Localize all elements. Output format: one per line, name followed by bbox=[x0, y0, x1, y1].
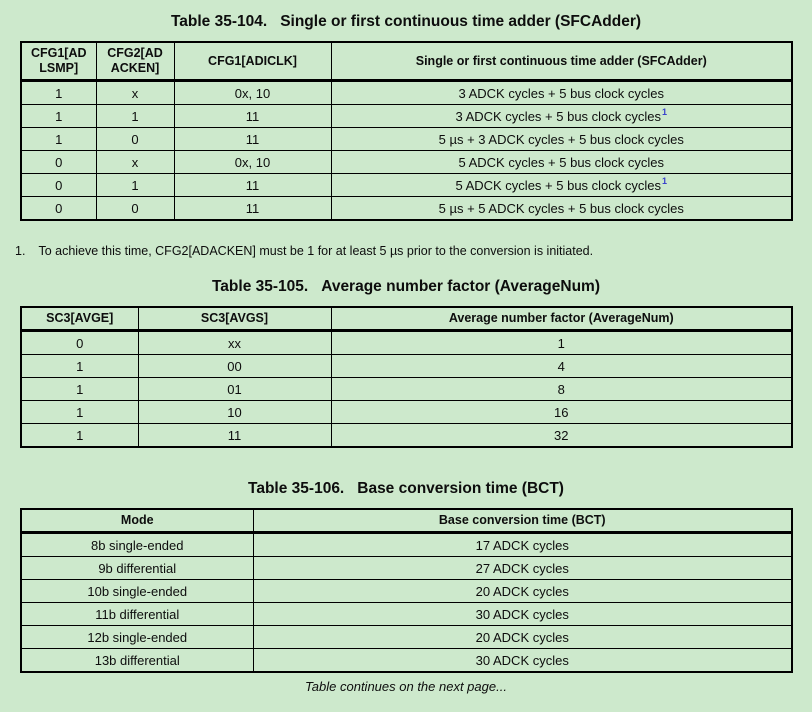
cell: 1 bbox=[21, 378, 138, 401]
cell: 0 bbox=[21, 151, 96, 174]
table-number: Table 35-106. bbox=[248, 480, 345, 497]
header-row bbox=[21, 42, 792, 81]
cell: 1 bbox=[331, 331, 792, 355]
footnote-ref: 1 bbox=[662, 107, 668, 118]
table-bct bbox=[20, 508, 793, 673]
table-row bbox=[21, 649, 792, 673]
cell: 13b differential bbox=[21, 649, 253, 673]
header-row bbox=[21, 307, 792, 331]
table-title: Single or first continuous time adder (SFCAdder) bbox=[280, 13, 642, 30]
cell: 0x, 10 bbox=[174, 151, 331, 174]
cell: 0 bbox=[21, 174, 96, 197]
cell: 5 ADCK cycles + 5 bus clock cycles bbox=[331, 151, 792, 174]
cell: 0 bbox=[21, 197, 96, 221]
cell: 00 bbox=[138, 355, 331, 378]
table-row bbox=[21, 174, 792, 197]
cell: 11 bbox=[174, 105, 331, 128]
cell: 0 bbox=[96, 197, 174, 221]
cell: 1 bbox=[21, 105, 96, 128]
cell: 1 bbox=[21, 355, 138, 378]
table-number: Table 35-104. bbox=[170, 13, 268, 30]
table-row bbox=[21, 151, 792, 174]
table-row bbox=[21, 424, 792, 448]
table-row bbox=[21, 401, 792, 424]
table-row bbox=[21, 105, 792, 128]
cell: 1 bbox=[96, 174, 174, 197]
cell-text: 3 ADCK cycles + 5 bus clock cycles bbox=[455, 108, 662, 124]
cell: 10b single-ended bbox=[21, 580, 253, 603]
table-row bbox=[21, 81, 792, 105]
table-caption-sfcadder bbox=[0, 0, 812, 30]
cell: 3 ADCK cycles + 5 bus clock cycles bbox=[331, 81, 792, 105]
column-header: CFG1[AD LSMP] bbox=[21, 42, 96, 81]
cell: 1 bbox=[21, 401, 138, 424]
cell: 30 ADCK cycles bbox=[253, 603, 792, 626]
cell: x bbox=[96, 151, 174, 174]
cell: 30 ADCK cycles bbox=[253, 649, 792, 673]
footnote-marker: 1. bbox=[15, 244, 26, 258]
cell: x bbox=[96, 81, 174, 105]
table-row bbox=[21, 197, 792, 221]
cell: 01 bbox=[138, 378, 331, 401]
table-number: Table 35-105. bbox=[211, 278, 309, 295]
table-row bbox=[21, 580, 792, 603]
cell: 10 bbox=[138, 401, 331, 424]
cell: 11b differential bbox=[21, 603, 253, 626]
cell: 5 µs + 3 ADCK cycles + 5 bus clock cycles bbox=[331, 128, 792, 151]
cell: 27 ADCK cycles bbox=[253, 557, 792, 580]
table-title: Base conversion time (BCT) bbox=[357, 480, 564, 497]
table-row bbox=[21, 378, 792, 401]
table-averagenum bbox=[20, 306, 793, 448]
column-header: Base conversion time (BCT) bbox=[253, 509, 792, 533]
cell: 11 bbox=[174, 197, 331, 221]
column-header: CFG1[ADICLK] bbox=[174, 42, 331, 81]
cell: 16 bbox=[331, 401, 792, 424]
table-row bbox=[21, 331, 792, 355]
table-caption-bct bbox=[0, 480, 812, 497]
cell: 12b single-ended bbox=[21, 626, 253, 649]
table-row bbox=[21, 533, 792, 557]
table-row bbox=[21, 626, 792, 649]
cell: 0 bbox=[96, 128, 174, 151]
cell: 11 bbox=[174, 174, 331, 197]
column-header: SC3[AVGS] bbox=[138, 307, 331, 331]
cell: 1 bbox=[96, 105, 174, 128]
cell: 1 bbox=[21, 81, 96, 105]
cell: 8 bbox=[331, 378, 792, 401]
column-header: SC3[AVGE] bbox=[21, 307, 138, 331]
table-title: Average number factor (AverageNum) bbox=[321, 278, 600, 295]
column-header: Average number factor (AverageNum) bbox=[331, 307, 792, 331]
footnote-text: To achieve this time, CFG2[ADACKEN] must be 1 for at least 5 µs prior to the conversion is initiated. bbox=[38, 244, 594, 258]
table-row bbox=[21, 355, 792, 378]
cell: 8b single-ended bbox=[21, 533, 253, 557]
cell: xx bbox=[138, 331, 331, 355]
column-header: CFG2[AD ACKEN] bbox=[96, 42, 174, 81]
cell: 0x, 10 bbox=[174, 81, 331, 105]
footnote bbox=[15, 244, 812, 259]
table-continuation-note: Table continues on the next page... bbox=[305, 679, 507, 694]
table-row bbox=[21, 603, 792, 626]
cell: 20 ADCK cycles bbox=[253, 626, 792, 649]
cell: 9b differential bbox=[21, 557, 253, 580]
cell: 1 bbox=[21, 128, 96, 151]
cell bbox=[331, 174, 792, 197]
cell bbox=[331, 105, 792, 128]
table-row bbox=[21, 128, 792, 151]
table-caption-averagenum bbox=[0, 278, 812, 295]
cell: 0 bbox=[21, 331, 138, 355]
header-row bbox=[21, 509, 792, 533]
table-row bbox=[21, 557, 792, 580]
cell: 4 bbox=[331, 355, 792, 378]
cell: 20 ADCK cycles bbox=[253, 580, 792, 603]
cell: 11 bbox=[174, 128, 331, 151]
cell-text: 5 ADCK cycles + 5 bus clock cycles bbox=[455, 177, 662, 193]
table-sfcadder bbox=[20, 41, 793, 221]
cell: 5 µs + 5 ADCK cycles + 5 bus clock cycles bbox=[331, 197, 792, 221]
cell: 1 bbox=[21, 424, 138, 448]
cell: 17 ADCK cycles bbox=[253, 533, 792, 557]
column-header: Single or first continuous time adder (SFCAdder) bbox=[331, 42, 792, 81]
column-header: Mode bbox=[21, 509, 253, 533]
cell: 32 bbox=[331, 424, 792, 448]
cell: 11 bbox=[138, 424, 331, 448]
footnote-ref: 1 bbox=[662, 176, 668, 187]
